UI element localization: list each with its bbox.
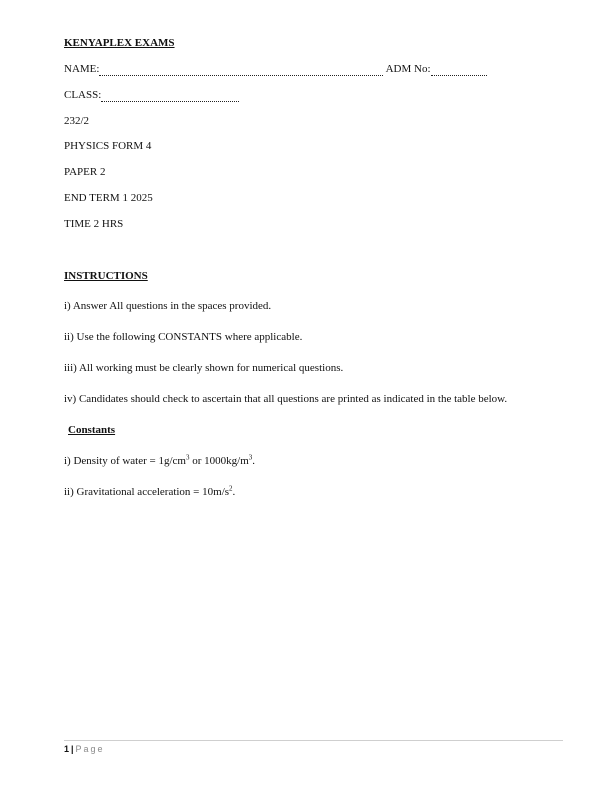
density-alt-exponent: 3: [248, 453, 253, 462]
page-footer: [64, 744, 105, 754]
footer-separator: |: [71, 744, 74, 754]
gravity-text: ii) Gravitational acceleration = 10m/s: [64, 486, 230, 498]
density-exponent: 3: [185, 453, 190, 462]
subject: PHYSICS FORM 4: [64, 140, 152, 152]
adm-label: ADM No:: [385, 63, 431, 75]
density-period: .: [252, 455, 256, 467]
class-label: CLASS:: [64, 89, 102, 101]
time: TIME 2 HRS: [64, 218, 124, 230]
instruction-item: iii) All working must be clearly shown for numerical questions.: [64, 362, 344, 374]
density-constant: [64, 455, 255, 467]
name-label: NAME:: [64, 63, 100, 75]
name-adm-row: [64, 63, 487, 76]
term: END TERM 1 2025: [64, 192, 153, 204]
instruction-item: i) Answer All questions in the spaces provided.: [64, 300, 272, 312]
paper-number: PAPER 2: [64, 166, 106, 178]
page-label: Page: [75, 744, 105, 754]
school-title: KENYAPLEX EXAMS: [64, 37, 175, 49]
instruction-item: iv) Candidates should check to ascertain that all questions are printed as indicated in the table below.: [64, 393, 508, 405]
instruction-item: ii) Use the following CONSTANTS where applicable.: [64, 331, 303, 343]
instructions-heading: INSTRUCTIONS: [64, 270, 148, 282]
footer-divider: [64, 740, 563, 741]
class-row: [64, 89, 239, 102]
adm-field[interactable]: [431, 63, 487, 76]
density-text: i) Density of water = 1g/cm: [64, 455, 186, 467]
class-field[interactable]: [101, 89, 239, 102]
gravity-period: .: [232, 486, 236, 498]
constants-heading: Constants: [68, 424, 116, 436]
paper-code: 232/2: [64, 115, 90, 127]
gravity-exponent: 2: [229, 484, 233, 493]
page-number: 1: [64, 744, 70, 754]
name-field[interactable]: [99, 63, 383, 76]
gravity-constant: [64, 486, 235, 498]
density-alt-text: or 1000kg/m: [189, 455, 249, 467]
